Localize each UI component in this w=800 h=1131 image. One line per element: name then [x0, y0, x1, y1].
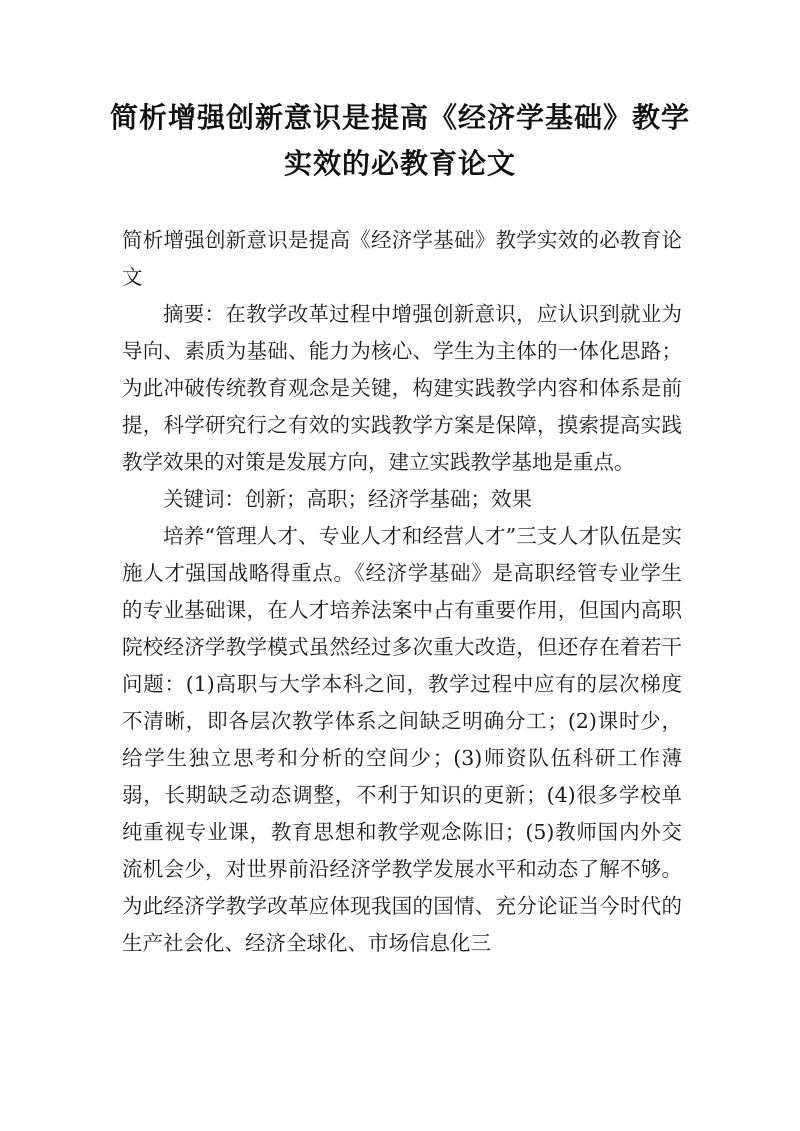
intro-paragraph: 培养“管理人才、专业人才和经营人才”三支人才队伍是实施人才强国战略得重点。《经济学基础》是高职经管专业学生的专业基础课，在人才培养法案中占有重要作用，但国内高职院校经济学教学模式虽然经过多次重大改造，但还存在着若干问题：(1)高职与大学本科之间，教学过程中应有的层次梯度不清晰，即各层次教学体系之间缺乏明确分工；(2)课时少，给学生独立思考和分析的空间少；(3)师资队伍科研工作薄弱，长期缺乏动态调整，不利于知识的更新；(4)很多学校单纯重视专业课，教育思想和教学观念陈旧；(5)教师国内外交流机会少，对世界前沿经济学教学发展水平和动态了解不够。为此经济学教学改革应体现我国的国情、充分论证当今时代的生产社会化、经济全球化、市场信息化三	[122, 524, 682, 955]
keywords-paragraph: 关键词：创新；高职；经济学基础；效果	[163, 487, 532, 511]
abstract-paragraph: 摘要：在教学改革过程中增强创新意识，应认识到就业为导向、素质为基础、能力为核心、学生为主体的一体化思路；为此冲破传统教育观念是关键，构建实践教学内容和体系是前提，科学研究行之有效的实践教学方案是保障，摸索提高实践教学效果的对策是发展方向，建立实践教学基地是重点。	[122, 302, 682, 474]
repeated-title-paragraph: 简析增强创新意识是提高《经济学基础》教学实效的必教育论文	[122, 228, 682, 289]
document-body	[122, 222, 682, 962]
document-title: 简析增强创新意识是提高《经济学基础》教学实效的必教育论文	[110, 101, 691, 180]
